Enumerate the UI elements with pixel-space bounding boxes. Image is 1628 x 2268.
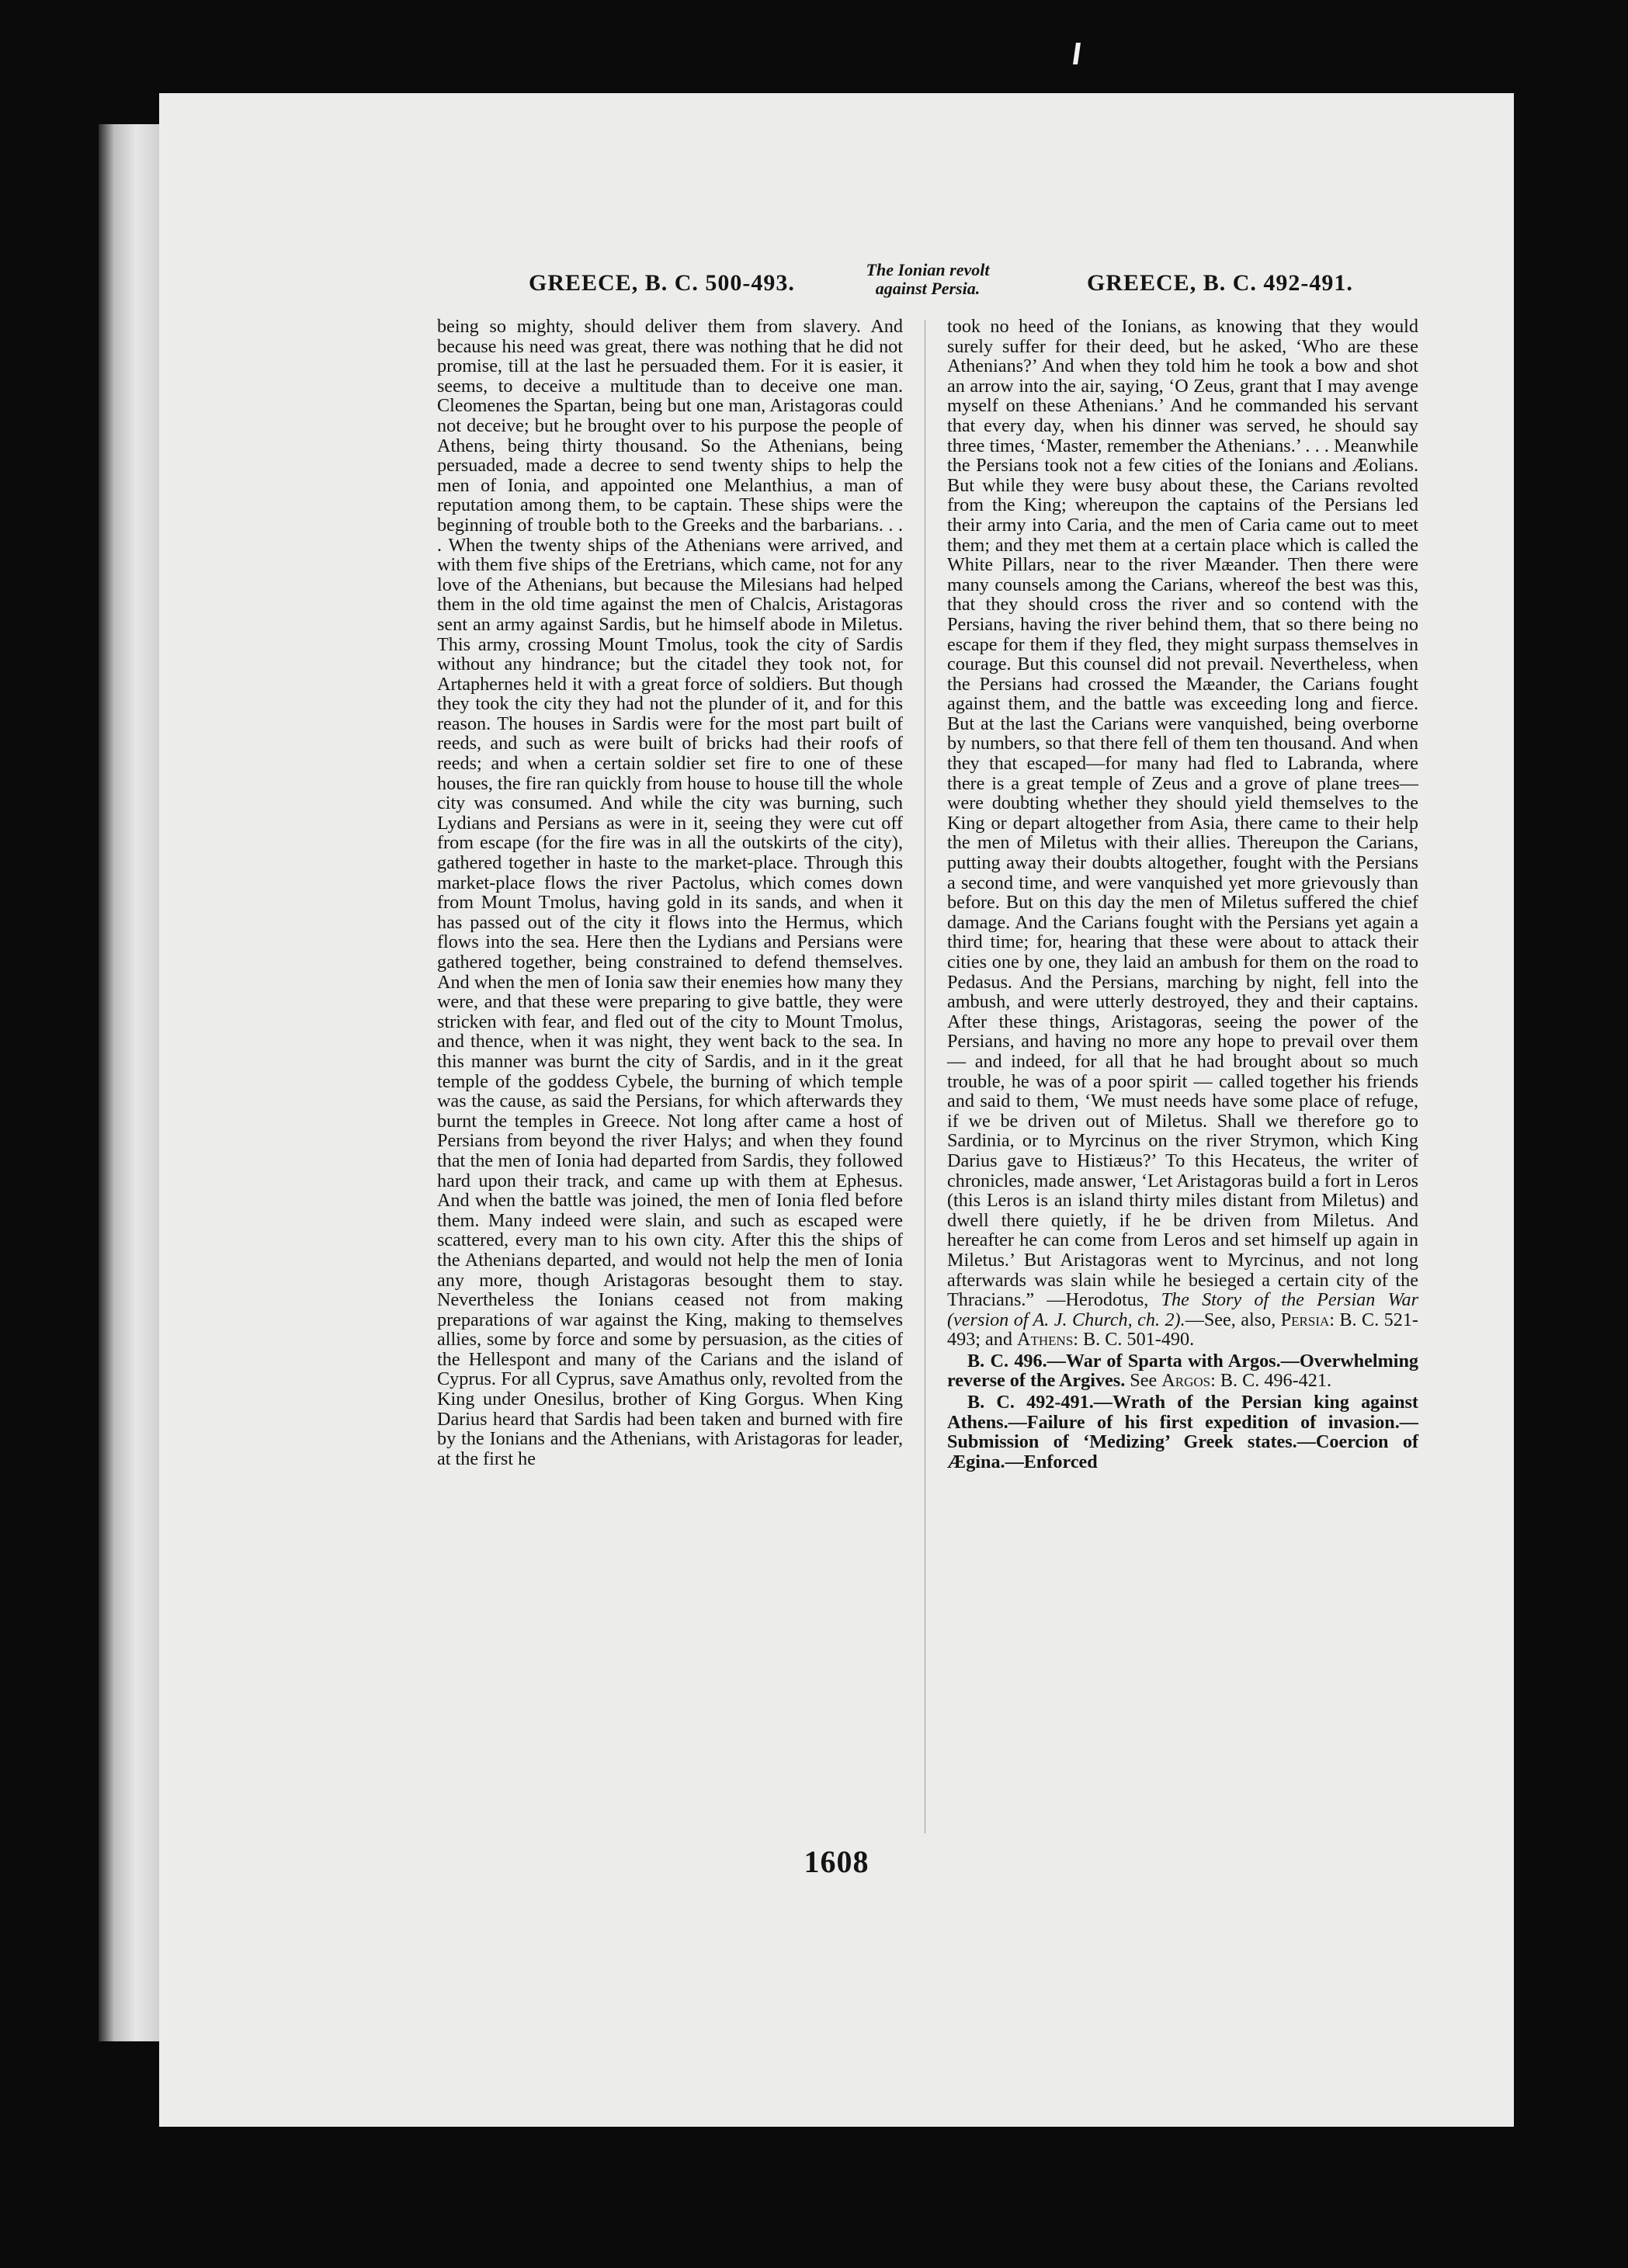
scan-mark bbox=[1073, 43, 1081, 64]
page-number: 1608 bbox=[804, 1844, 870, 1879]
running-head-right: GREECE, B. C. 492-491. bbox=[1087, 270, 1353, 296]
quoted-passage: took no heed of the Ionians, as knowing that they would surely suffer for their deed, but he asked, ‘Who are these Athenians?’ And when they told him he took a bow and shot an arrow into the air, saying, ‘O Zeus, grant that I may avenge myself on these Athenians.’ And he commanded his servant that every day, when his dinner was served, he should say three times, ‘Master, remember the Athenians.’ . . . Meanwhile the Persians took not a few cities of the Ionians and Æolians. But while they were busy about these, the Carians revolted from the King; whereupon the captains of the Persians led their army into Caria, and the men of Caria came out to meet them; and they met them at a certain place which is called the White Pillars, near to the river Mæander. Then there were many counsels among the Carians, whereof the best was this, that they should cross the river and so contend with the Persians, having the river behind them, that so there being no escape for them if they fled, they might surpass themselves in courage. But this counsel did not prevail. Nevertheless, when the Persians had crossed the Mæander, the Carians fought against them, and the battle was exceeding long and fierce. But at the last the Carians were vanquished, being overborne by numbers, so that there fell of them ten thousand. And when they that escaped—for many had fled to Labranda, where there is a great temple of Zeus and a grove of plane trees—were doubting whether they should yield themselves to the King or depart altogether from Asia, there came to their help the men of Miletus with their allies. Thereupon the Carians, putting away their doubts altogether, fought with the Persians a second time, and were vanquished yet more grievously than before. But on this day the men of Miletus suffered the chief damage. And the Carians fought with the Persians yet again a third time; for, hearing that these were about to attack their cities one by one, they laid an ambush for them on the road to Pedasus. And the Persians, marching by night, fell into the ambush, and were utterly destroyed, they and their captains. After these things, Aristagoras, seeing the power of the Persians, and having no more any hope to prevail over them — and indeed, for all that he had brought about so much trouble, he was of a poor spirit — called together his friends and said to them, ‘We must needs have some place of refuge, if we be driven out of Miletus. Shall we therefore go to Sardinia, or to Myrcinus on the river Strymon, which King Darius gave to Histiæus?’ To this Hecateus, the writer of chronicles, made answer, ‘Let Aristagoras build a fort in Leros (this Leros is an island thirty miles distant from Miletus) and dwell there quietly, if he be driven from Miletus. And hereafter he can come from Leros and set himself up again in Miletus.’ But Aristagoras went to Myrcinus, and not long afterwards was slain while he besieged a certain city of the Thracians.” —Herodotus, bbox=[947, 316, 1418, 1311]
entry-496 bbox=[947, 1351, 1418, 1391]
book-page bbox=[159, 93, 1514, 2127]
entry-496-see: See bbox=[1130, 1370, 1158, 1392]
book-page-edge bbox=[99, 124, 161, 2041]
running-head bbox=[159, 256, 1514, 310]
entry-496-heading: B. C. 496.—War of Sparta with Argos.—Overwhelming reverse of the Argives. bbox=[947, 1350, 1418, 1392]
running-head-topic-line2: against Persia. bbox=[875, 279, 981, 298]
running-head-left: GREECE, B. C. 500-493. bbox=[529, 270, 795, 296]
cross-ref-argos-range: B. C. 496-421. bbox=[1220, 1370, 1331, 1392]
citation-title: The Story of the Persian War (version of A. J. Church, ch. 2). bbox=[947, 1289, 1419, 1330]
entry-492-heading: B. C. 492-491.—Wrath of the Persian king against Athens.—Failure of his first expedition of invasion.—Submission of ‘Medizing’ Greek states.—Coercion of Ægina.—Enforced bbox=[947, 1392, 1418, 1472]
right-column bbox=[947, 317, 1418, 1472]
running-head-topic-line1: The Ionian revolt bbox=[866, 260, 990, 279]
citation-tail: —See, also, bbox=[1185, 1309, 1276, 1330]
right-column-text bbox=[947, 317, 1418, 1350]
cross-ref-persia-range: B. C. 521-493; and bbox=[947, 1309, 1418, 1351]
running-head-topic bbox=[854, 261, 1001, 298]
cross-ref-persia: Persia: bbox=[1280, 1309, 1335, 1330]
cross-ref-athens-range: B. C. 501-490. bbox=[1083, 1329, 1195, 1351]
cross-ref-argos: Argos: bbox=[1161, 1370, 1216, 1392]
left-column bbox=[437, 317, 903, 1469]
left-column-text: being so mighty, should deliver them from slavery. And because his need was great, there was nothing that he did not promise, till at the last he persuaded them. For it is easier, it seems, to deceive a multitude than to deceive one man. Cleomenes the Spartan, being but one man, Aristagoras could not deceive; but he brought over to his purpose the people of Athens, being thirty thousand. So the Athenians, being persuaded, made a decree to send twenty ships to help the men of Ionia, and appointed one Melanthius, a man of reputation among them, to be captain. These ships were the beginning of trouble both to the Greeks and the barbarians. . . . When the twenty ships of the Athenians were arrived, and with them five ships of the Eretrians, which came, not for any love of the Athenians, but because the Milesians had helped them in the old time against the men of Chalcis, Aristagoras sent an army against Sardis, but he himself abode in Miletus. This army, crossing Mount Tmolus, took the city of Sardis without any hindrance; but the citadel they took not, for Artaphernes held it with a great force of soldiers. But though they took the city they had not the plunder of it, and for this reason. The houses in Sardis were for the most part built of reeds, and such as were built of bricks had their roofs of reeds; and when a certain soldier set fire to one of these houses, the fire ran quickly from house to house till the whole city was consumed. And while the city was burning, such Lydians and Persians as were in it, seeing they were cut off from escape (for the fire was in all the outskirts of the city), gathered together in haste to the market-place. Through this market-place flows the river Pactolus, which comes down from Mount Tmolus, having gold in its sands, and when it has passed out of the city it flows into the Hermus, which flows into the sea. Here then the Lydians and Persians were gathered together, being constrained to defend themselves. And when the men of Ionia saw their enemies how many they were, and that these were preparing to give battle, they were stricken with fear, and fled out of the city to Mount Tmolus, and thence, when it was night, they went back to the sea. In this manner was burnt the city of Sardis, and in it the great temple of the goddess Cybele, the burning of which temple was the cause, as said the Persians, for which afterwards they burnt the temples in Greece. Not long after came a host of Persians from beyond the river Halys; and when they found that the men of Ionia had departed from Sardis, they followed hard upon their track, and came up with them at Ephesus. And when the battle was joined, the men of Ionia fled before them. Many indeed were slain, and such as escaped were scattered, every man to his own city. After this the ships of the Athenians departed, and would not help the men of Ionia any more, though Aristagoras besought them to stay. Nevertheless the Ionians ceased not from making preparations of war against the King, making to themselves allies, some by force and some by persuasion, as the cities of the Hellespont and many of the Carians and the island of Cyprus. For all Cyprus, save Amathus only, revolted from the King under Onesilus, brother of King Gorgus. When King Darius heard that Sardis had been taken and burned with fire by the Ionians and the Athenians, with Aristagoras for leader, at the first he bbox=[437, 316, 903, 1469]
entry-492 bbox=[947, 1392, 1418, 1472]
cross-ref-athens: Athens: bbox=[1017, 1329, 1078, 1351]
